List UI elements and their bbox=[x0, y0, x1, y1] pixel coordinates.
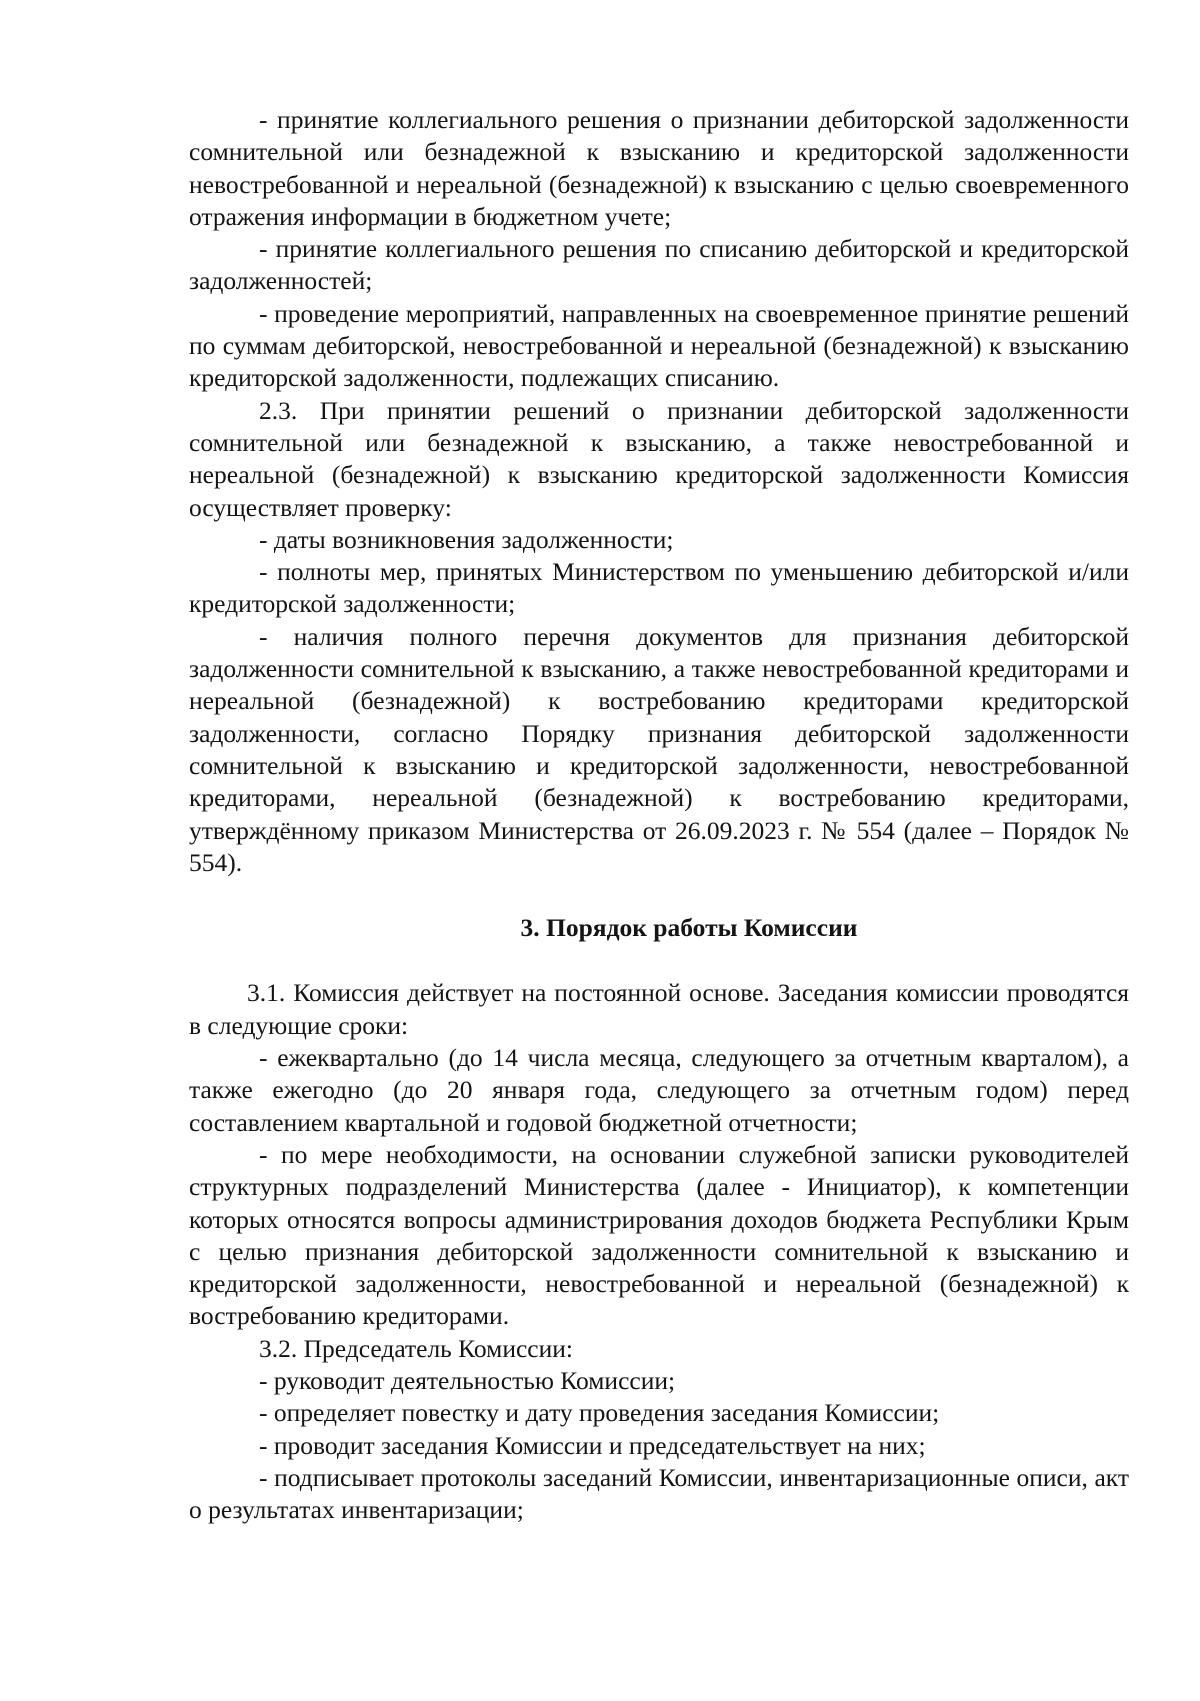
paragraph-clause-3-2-item-1: - руководит деятельностью Комиссии; bbox=[259, 1365, 676, 1395]
paragraph-clause-3-2-item-4: - подписывает протоколы заседаний Комиссии, инвентаризационные описи, акт о результатах инвентаризации; bbox=[189, 1462, 1129, 1525]
spacer bbox=[189, 944, 1129, 977]
paragraph-section2-item-3: - проведение мероприятий, направленных на своевременное принятие решений по суммам дебиторской, невостребованной и нереальной (безнадежной) к взысканию кредиторской задолженности, подлежащих списанию. bbox=[189, 298, 1129, 393]
paragraph-clause-3-2-item-3: - проводит заседания Комиссии и председательствует на них; bbox=[259, 1430, 926, 1460]
paragraph-clause-2-3-item-1: - даты возникновения задолженности; bbox=[259, 524, 674, 554]
spacer bbox=[189, 879, 1129, 912]
document-page bbox=[189, 104, 1129, 1526]
paragraph-section2-item-1: - принятие коллегиального решения о признании дебиторской задолженности сомнительной или безнадежной к взысканию и кредиторской задолженности невостребованной и нереальной (безнадежной) к взысканию с целью своевременного отражения информации в бюджетном учете; bbox=[189, 105, 1129, 231]
paragraph-clause-2-3-item-2: - полноты мер, принятых Министерством по уменьшению дебиторской и/или кредиторской задолженности; bbox=[189, 557, 1129, 619]
paragraph-clause-2-3: 2.3. При принятии решений о признании дебиторской задолженности сомнительной или безнадежной к взысканию, а также невостребованной и нереальной (безнадежной) к взысканию кредиторской задолженности Комиссия осуществляет проверку: bbox=[189, 395, 1129, 522]
paragraph-clause-3-2-item-2: - определяет повестку и дату проведения заседания Комиссии; bbox=[259, 1398, 940, 1428]
paragraph-clause-3-1: 3.1. Комиссия действует на постоянной основе. Заседания комиссии проводятся в следующие сроки: bbox=[189, 978, 1129, 1040]
paragraph-section2-item-2: - принятие коллегиального решения по списанию дебиторской и кредиторской задолженностей; bbox=[189, 234, 1129, 296]
paragraph-clause-2-3-item-3: - наличия полного перечня документов для признания дебиторской задолженности сомнительной к взысканию, а также невостребованной кредиторами и нереальной (безнадежной) к востребованию кредиторами кредиторской задолженности, согласно Порядку признания дебиторской задолженности сомнительной к взысканию и кредиторской задолженности, невостребованной кредиторами, нереальной (безнадежной) к востребованию кредиторами, утверждённому приказом Министерства от 26.09.2023 г. № 554 (далее – Порядок № 554). bbox=[189, 621, 1129, 877]
section-3-heading: 3. Порядок работы Комиссии bbox=[520, 913, 858, 943]
paragraph-clause-3-1-item-1: - ежеквартально (до 14 числа месяца, следующего за отчетным кварталом), а также ежегодно (до 20 января года, следующего за отчетным годом) перед составлением квартальной и годовой бюджетной отчетности; bbox=[189, 1043, 1129, 1137]
paragraph-clause-3-2: 3.2. Председатель Комиссии: bbox=[259, 1333, 573, 1363]
paragraph-clause-3-1-item-2: - по мере необходимости, на основании служебной записки руководителей структурных подразделений Министерства (далее - Инициатор), к компетенции которых относятся вопросы администрирования доходов бюджета Республики Крым с целью признания дебиторской задолженности сомнительной к взысканию и кредиторской задолженности, невостребованной и нереальной (безнадежной) к востребованию кредиторами. bbox=[189, 1139, 1129, 1331]
